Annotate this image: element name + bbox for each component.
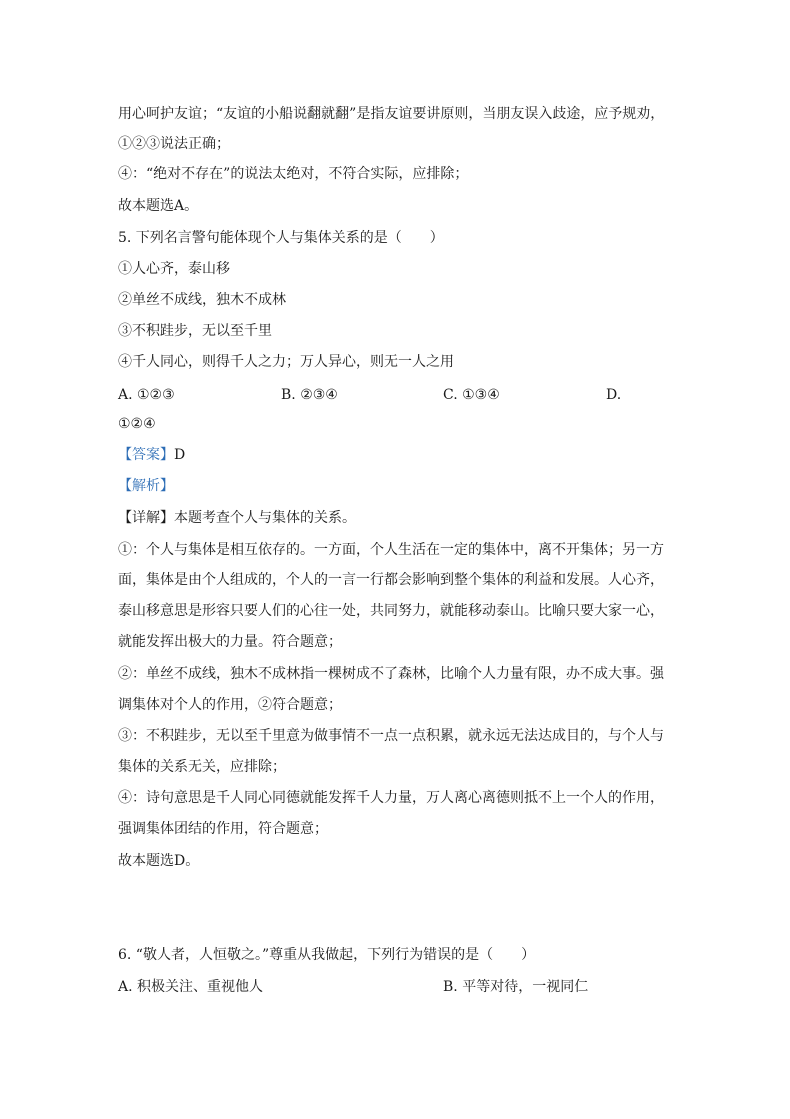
intro-line: 用心呵护友谊；“友谊的小船说翻就翻”是指友谊要讲原则，当朋友误入歧途，应予规劝， (118, 106, 665, 122)
item4-exclusion: ④：“绝对不存在”的说法太绝对，不符合实际，应排除； (118, 166, 469, 182)
q5-statement-2: ②单丝不成线，独木不成林 (118, 292, 286, 308)
explanation-line-8: 集体的关系无关，应排除； (118, 759, 286, 775)
analysis-tag: 【解析】 (118, 478, 174, 494)
q5-option-b: B. ②③④ (281, 387, 338, 403)
explanation-line-9: ④：诗句意思是千人同心同德就能发挥千人力量，万人离心离德则抵不上一个人的作用， (118, 790, 664, 806)
q5-stem: 5. 下列名言警句能体现个人与集体关系的是（ ） (118, 230, 444, 246)
q5-answer (118, 445, 185, 465)
q5-statement-3: ③不积跬步，无以至千里 (118, 323, 272, 339)
explanation-line-10: 强调集体团结的作用，符合题意； (118, 821, 328, 837)
q5-final-answer: 故本题选D。 (118, 853, 200, 869)
answer-tag: 【答案】 (118, 447, 174, 463)
q4-final-answer: 故本题选A。 (118, 198, 199, 214)
q5-statement-4: ④千人同心，则得千人之力；万人异心，则无一人之用 (118, 354, 454, 370)
intro-conclusion: ①②③说法正确； (118, 136, 230, 152)
q6-stem: 6. “敬人者，人恒敬之。”尊重从我做起，下列行为错误的是（ ） (118, 947, 536, 963)
explanation-line-2: 面，集体是由个人组成的，个人的一言一行都会影响到整个集体的利益和发展。人心齐， (118, 572, 664, 588)
q5-statement-1: ①人心齐，泰山移 (118, 261, 230, 277)
q5-option-d-label: D. (606, 387, 622, 403)
explanation-line-6: 调集体对个人的作用，②符合题意； (118, 697, 342, 713)
answer-value: D (174, 447, 186, 463)
q5-option-c: C. ①③④ (443, 387, 500, 403)
q5-option-d-value: ①②④ (118, 416, 156, 432)
detail-line: 【详解】本题考查个人与集体的关系。 (118, 510, 356, 526)
explanation-line-4: 就能发挥出极大的力量。符合题意； (118, 634, 342, 650)
explanation-line-5: ②：单丝不成线，独木不成林指一棵树成不了森林，比喻个人力量有限，办不成大事。强 (118, 666, 664, 682)
explanation-line-7: ③：不积跬步，无以至千里意为做事情不一点一点积累，就永远无法达成目的，与个人与 (118, 728, 664, 744)
q5-option-a: A. ①②③ (118, 387, 175, 403)
explanation-line-3: 泰山移意思是形容只要人们的心往一处，共同努力，就能移动泰山。比喻只要大家一心， (118, 603, 664, 619)
q6-option-a: A. 积极关注、重视他人 (118, 979, 264, 995)
q6-option-b: B. 平等对待，一视同仁 (443, 979, 589, 995)
explanation-line-1: ①：个人与集体是相互依存的。一方面，个人生活在一定的集体中，离不开集体；另一方 (118, 542, 664, 558)
